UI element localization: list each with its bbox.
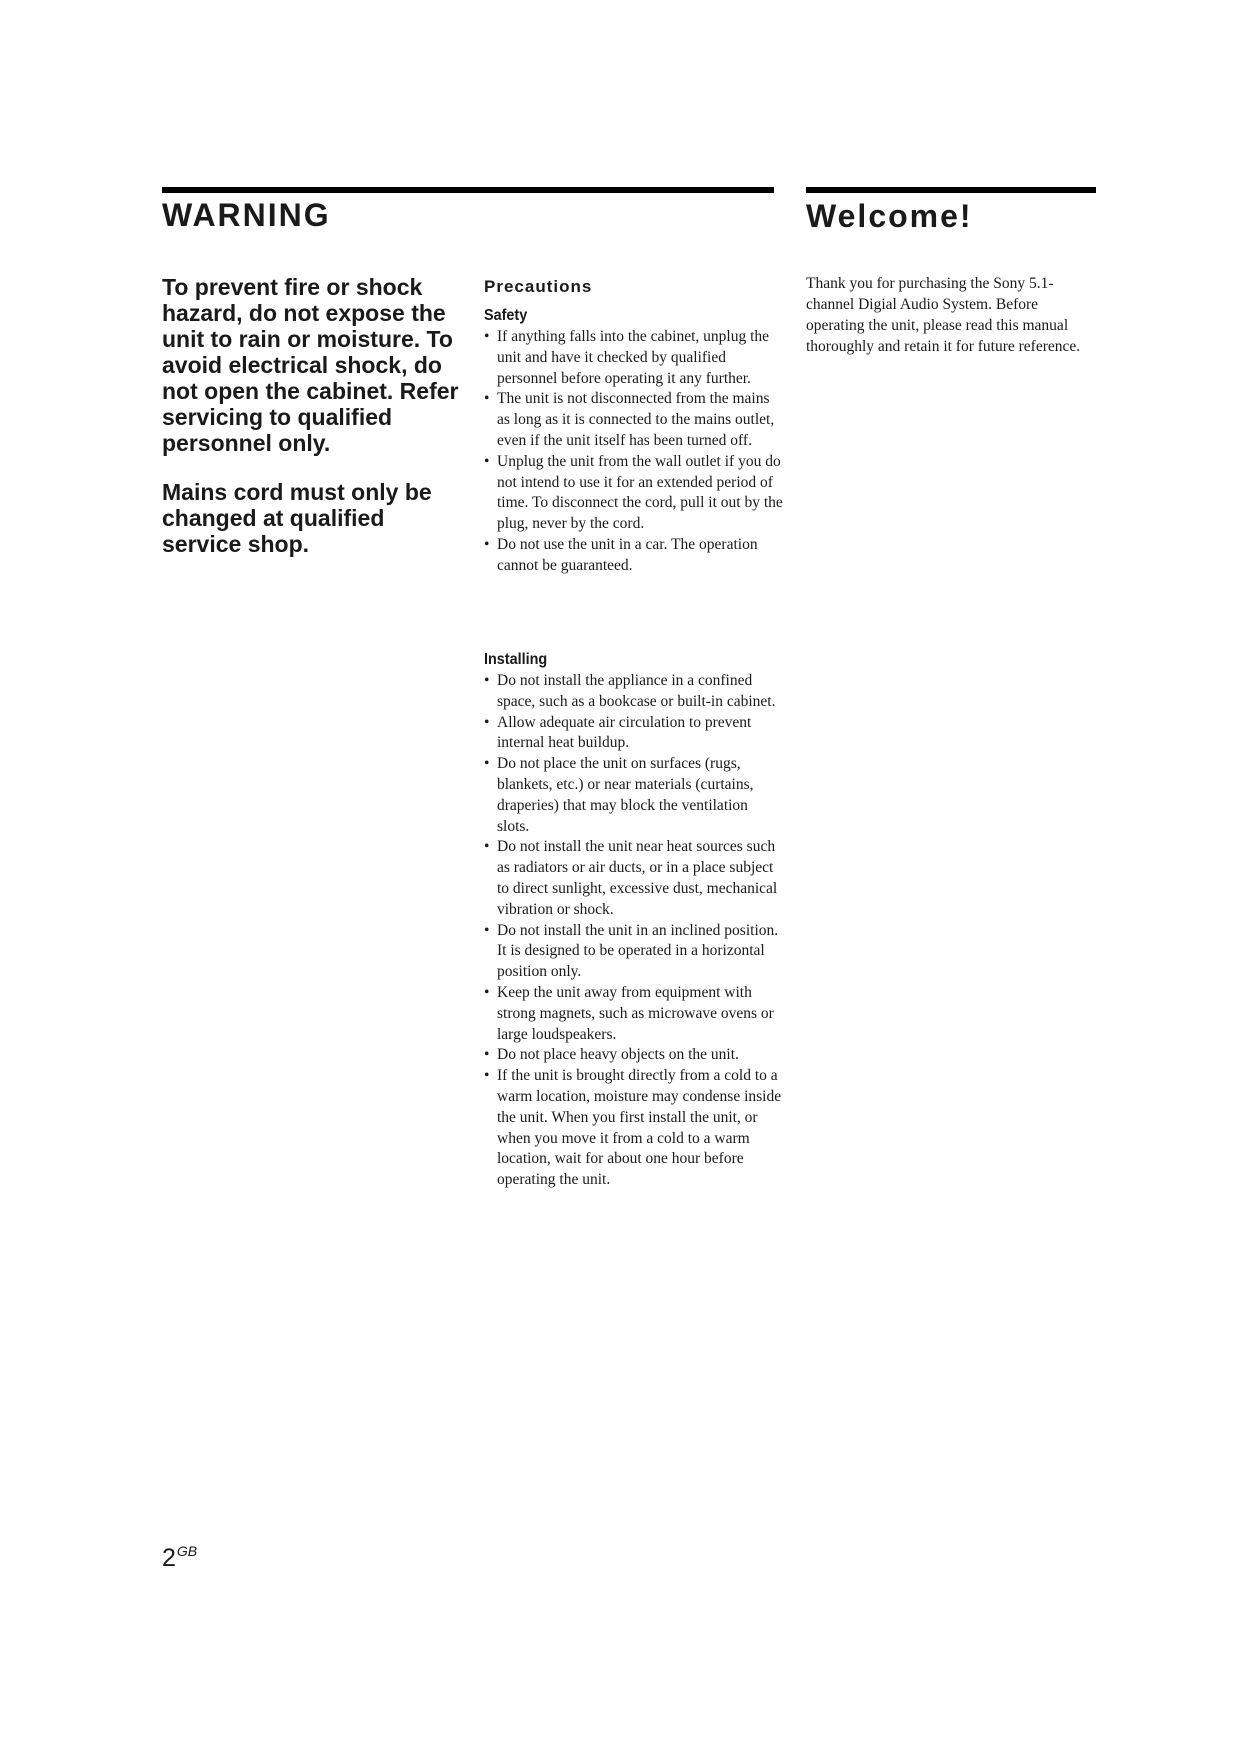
list-item: • If the unit is brought directly from a cold to a warm location, moisture may condense inside the unit. When you first install the unit, or when you move it from a cold to a warm location, wait for about one hour before operating the unit. [484, 1066, 784, 1191]
list-item: • Do not install the appliance in a confined space, such as a bookcase or built-in cabinet. [484, 671, 784, 713]
list-item: • Allow adequate air circulation to prevent internal heat buildup. [484, 713, 784, 755]
list-item: • Do not use the unit in a car. The operation cannot be guaranteed. [484, 535, 784, 577]
list-item: • The unit is not disconnected from the mains as long as it is connected to the mains outlet, even if the unit itself has been turned off. [484, 389, 784, 451]
safety-title: Safety [484, 307, 528, 324]
installing-section [484, 651, 784, 1191]
page-number [162, 1543, 197, 1573]
warning-heading: WARNING [162, 197, 331, 233]
page-number-value: 2 [162, 1544, 176, 1572]
safety-list [484, 327, 784, 577]
list-item: • Do not install the unit in an inclined position. It is designed to be operated in a horizontal position only. [484, 921, 784, 983]
list-item: • Keep the unit away from equipment with strong magnets, such as microwave ovens or large loudspeakers. [484, 983, 784, 1045]
list-item: • Do not install the unit near heat sources such as radiators or air ducts, or in a place subject to direct sunlight, excessive dust, mechanical vibration or shock. [484, 837, 784, 920]
warning-header-rule [162, 187, 774, 193]
list-item: • Do not place the unit on surfaces (rugs, blankets, etc.) or near materials (curtains, draperies) that may block the ventilation slots. [484, 754, 784, 837]
welcome-heading: Welcome! [806, 198, 973, 234]
warning-paragraph-mains-cord: Mains cord must only be changed at qualified service shop. [162, 479, 432, 557]
precautions-title: Precautions [484, 277, 593, 296]
installing-title: Installing [484, 651, 548, 668]
warning-paragraph-shock: To prevent fire or shock hazard, do not expose the unit to rain or moisture. To avoid electrical shock, do not open the cabinet. Refer servicing to qualified personnel only. [162, 274, 459, 456]
precautions-section [484, 277, 784, 577]
welcome-text: Thank you for purchasing the Sony 5.1-channel Digial Audio System. Before operating the unit, please read this manual thoroughly and retain it for future reference. [806, 275, 1081, 355]
list-item: • Do not place heavy objects on the unit. [484, 1045, 784, 1066]
list-item: • Unplug the unit from the wall outlet if you do not intend to use it for an extended period of time. To disconnect the cord, pull it out by the plug, never by the cord. [484, 452, 784, 535]
page-number-suffix: GB [176, 1543, 198, 1559]
list-item: • If anything falls into the cabinet, unplug the unit and have it checked by qualified personnel before operating it any further. [484, 327, 784, 389]
welcome-header-rule [806, 187, 1096, 193]
installing-list [484, 671, 784, 1191]
